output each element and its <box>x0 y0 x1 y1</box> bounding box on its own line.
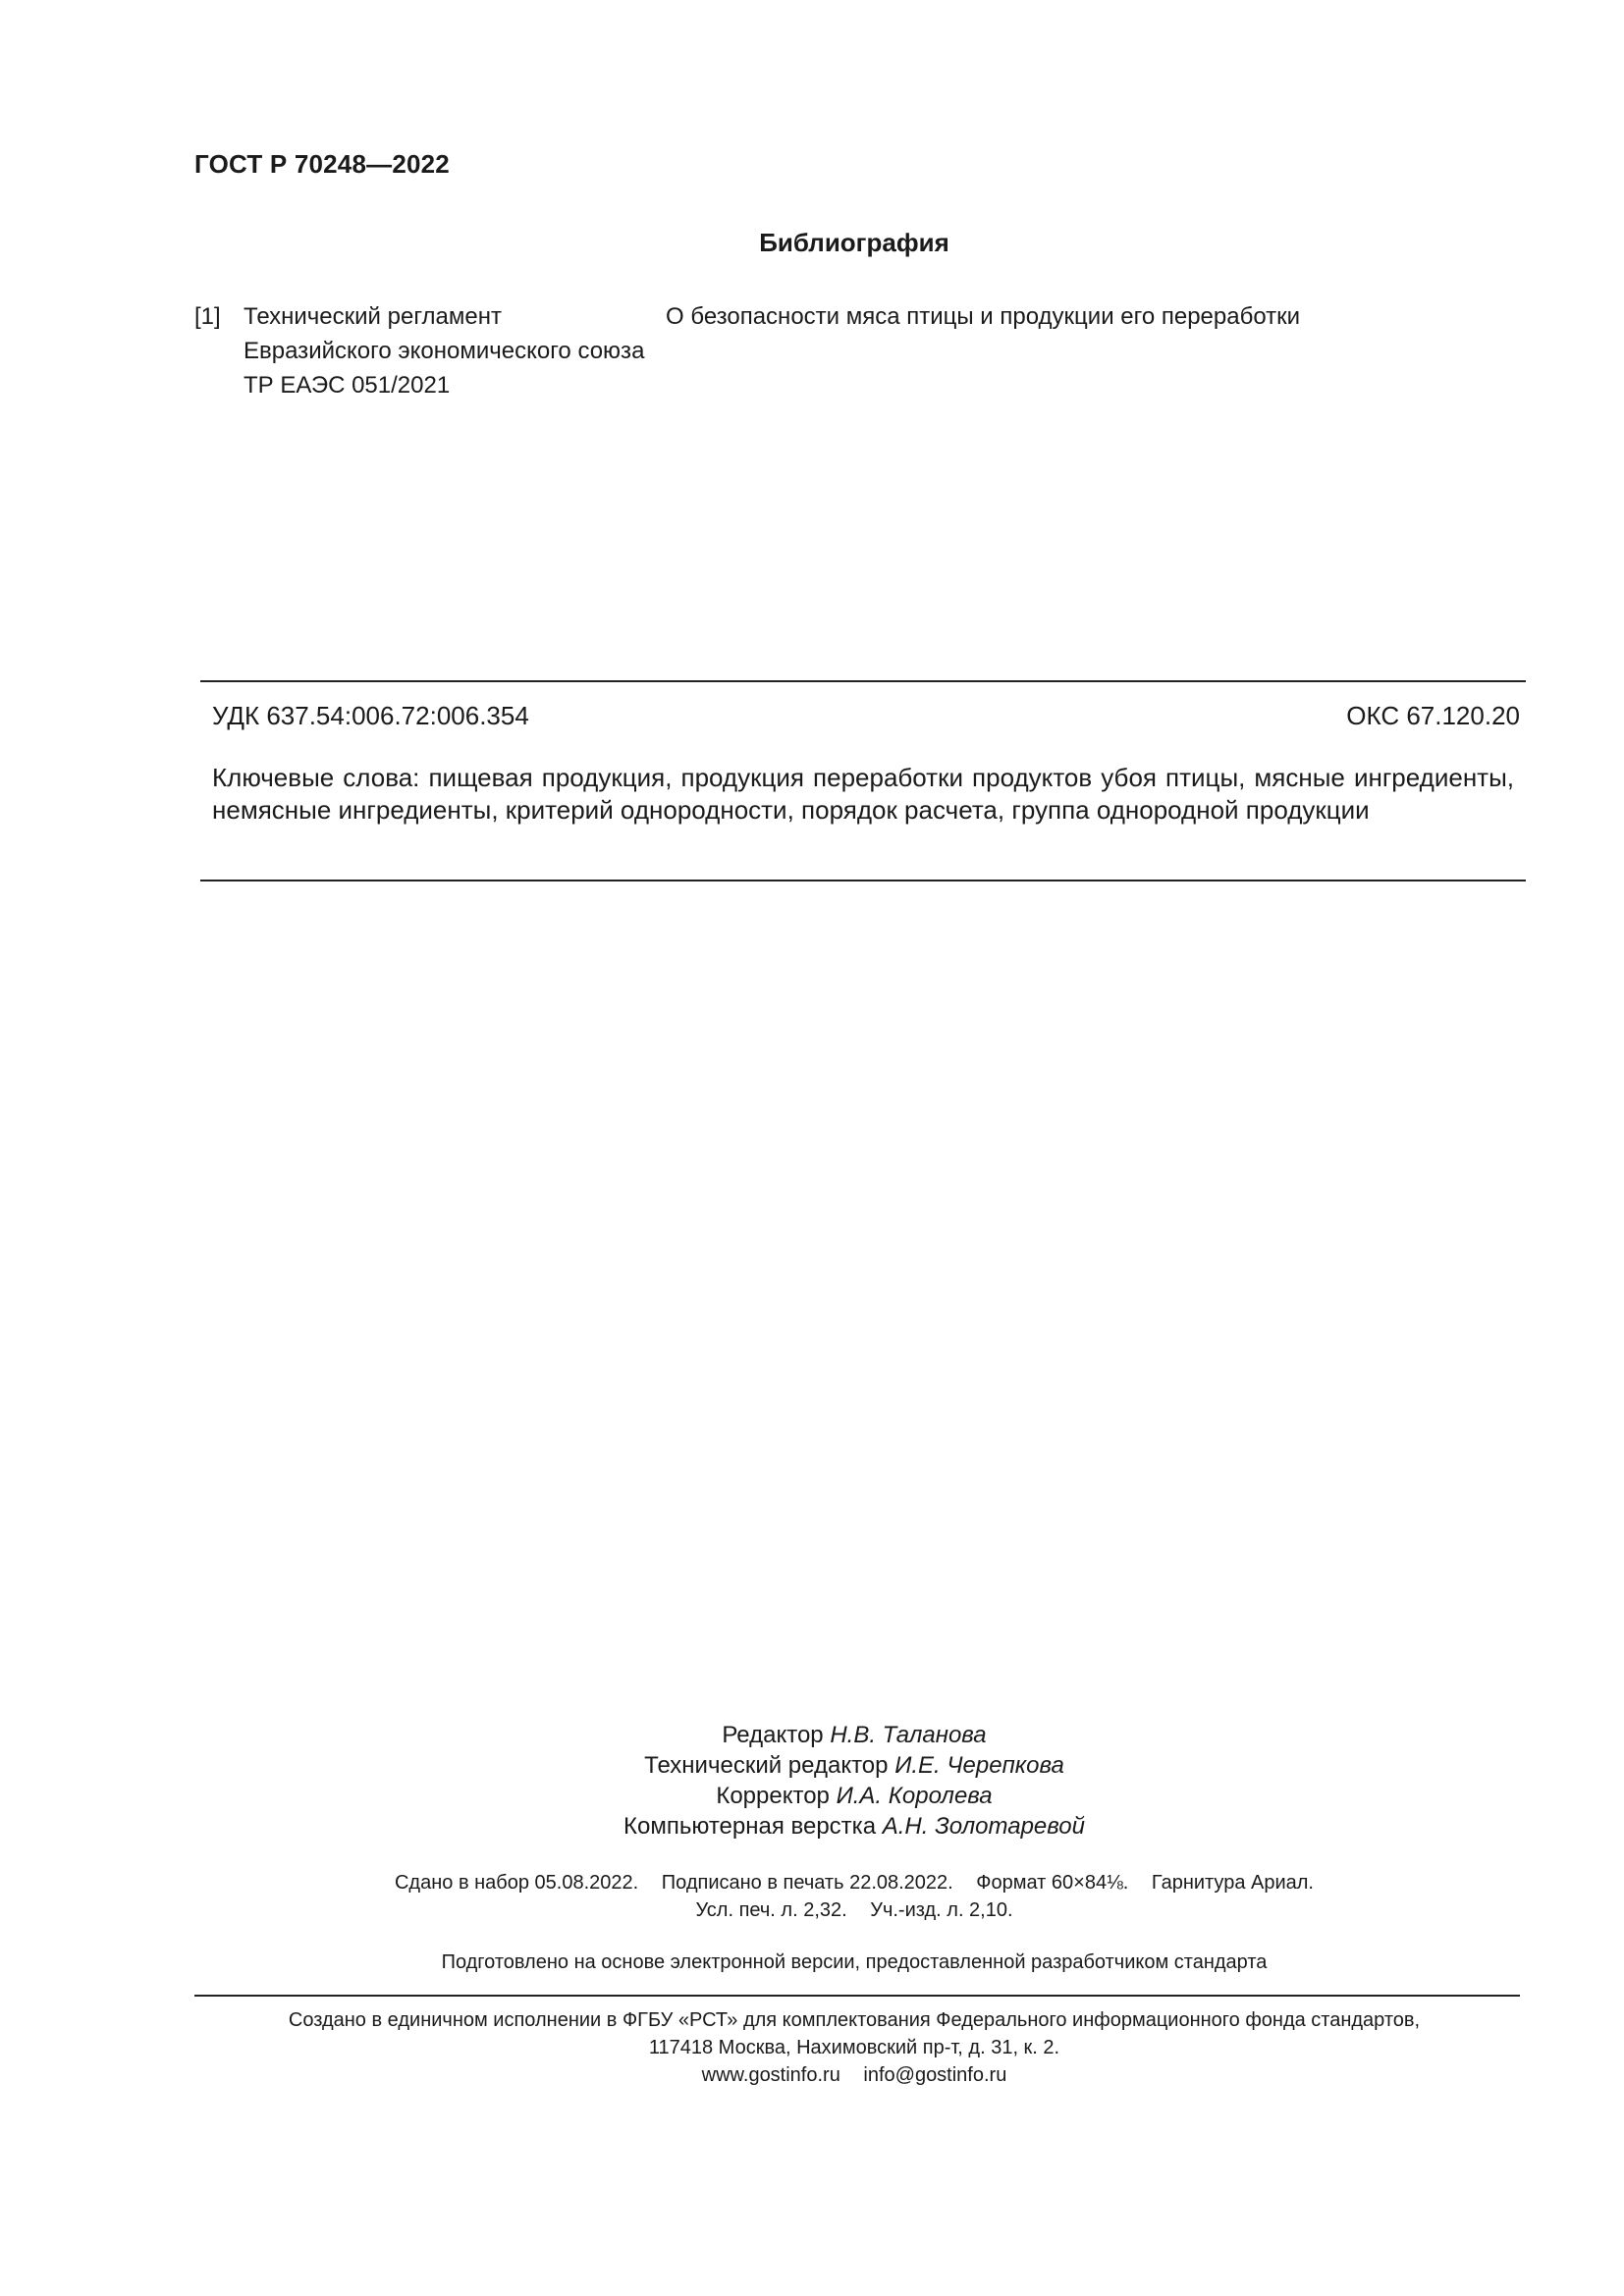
credit-line <box>0 1750 1624 1781</box>
print-sheets: Усл. печ. л. 2,32. <box>695 1899 847 1921</box>
bibliography-title: Библиография <box>759 228 949 257</box>
typeface: Гарнитура Ариал. <box>1151 1872 1314 1894</box>
credit-role: Корректор <box>716 1783 830 1809</box>
keywords: Ключевые слова: пищевая продукция, продукция переработки продуктов убоя птицы, мясные ингредиенты, немясные ингредиенты, критерий однородности, порядок расчета, группа однородной продукции <box>212 763 1514 825</box>
print-info-line-1 <box>0 1869 1624 1896</box>
prepared-note: Подготовлено на основе электронной версии, предоставленной разработчиком стандарта <box>441 1951 1268 1973</box>
credit-role: Технический редактор <box>644 1752 889 1779</box>
typeset-date: Сдано в набор 05.08.2022. <box>394 1872 639 1894</box>
divider-top <box>200 680 1526 682</box>
credit-name: А.Н. Золотаревой <box>882 1813 1085 1840</box>
bibliography-entry <box>194 299 1373 417</box>
email-link[interactable]: info@gostinfo.ru <box>863 2064 1007 2086</box>
publisher-info <box>0 2006 1624 2089</box>
publisher-address: 117418 Москва, Нахимовский пр-т, д. 31, к. 2. <box>648 2037 1060 2058</box>
credit-line <box>0 1720 1624 1750</box>
document-id: ГОСТ Р 70248—2022 <box>194 149 450 179</box>
source-line: ТР ЕАЭС 051/2021 <box>244 372 451 399</box>
publisher-sheets: Уч.-изд. л. 2,10. <box>870 1899 1013 1921</box>
udc-code: УДК 637.54:006.72:006.354 <box>212 701 529 730</box>
credit-role: Редактор <box>722 1722 824 1748</box>
credit-name: Н.В. Таланова <box>830 1722 987 1748</box>
divider-bottom <box>200 880 1526 881</box>
publisher-line: Создано в единичном исполнении в ФГБУ «РСТ» для комплектования Федерального информационного фонда стандартов, <box>288 2009 1421 2031</box>
print-format: Формат 60×84⅛. <box>976 1872 1129 1894</box>
credit-role: Компьютерная верстка <box>623 1813 877 1840</box>
credit-line <box>0 1811 1624 1842</box>
bibliography-entry-description: О безопасности мяса птицы и продукции его переработки <box>666 303 1301 330</box>
print-info-line-2 <box>0 1896 1624 1924</box>
oks-code: ОКС 67.120.20 <box>1346 701 1520 730</box>
source-line: Технический регламент <box>244 303 502 330</box>
credit-name: И.А. Королева <box>836 1783 993 1809</box>
signed-date: Подписано в печать 22.08.2022. <box>661 1872 953 1894</box>
print-info <box>0 1869 1624 1924</box>
publisher-contacts <box>0 2061 1624 2089</box>
credits-block <box>0 1720 1624 1842</box>
bibliography-entry-number: [1] <box>194 303 221 330</box>
bibliography-entry-source <box>244 299 644 402</box>
website-link[interactable]: www.gostinfo.ru <box>701 2064 840 2086</box>
credit-line <box>0 1781 1624 1811</box>
source-line: Евразийского экономического союза <box>244 338 645 364</box>
divider-footer <box>194 1995 1520 1997</box>
credit-name: И.Е. Черепкова <box>894 1752 1064 1779</box>
